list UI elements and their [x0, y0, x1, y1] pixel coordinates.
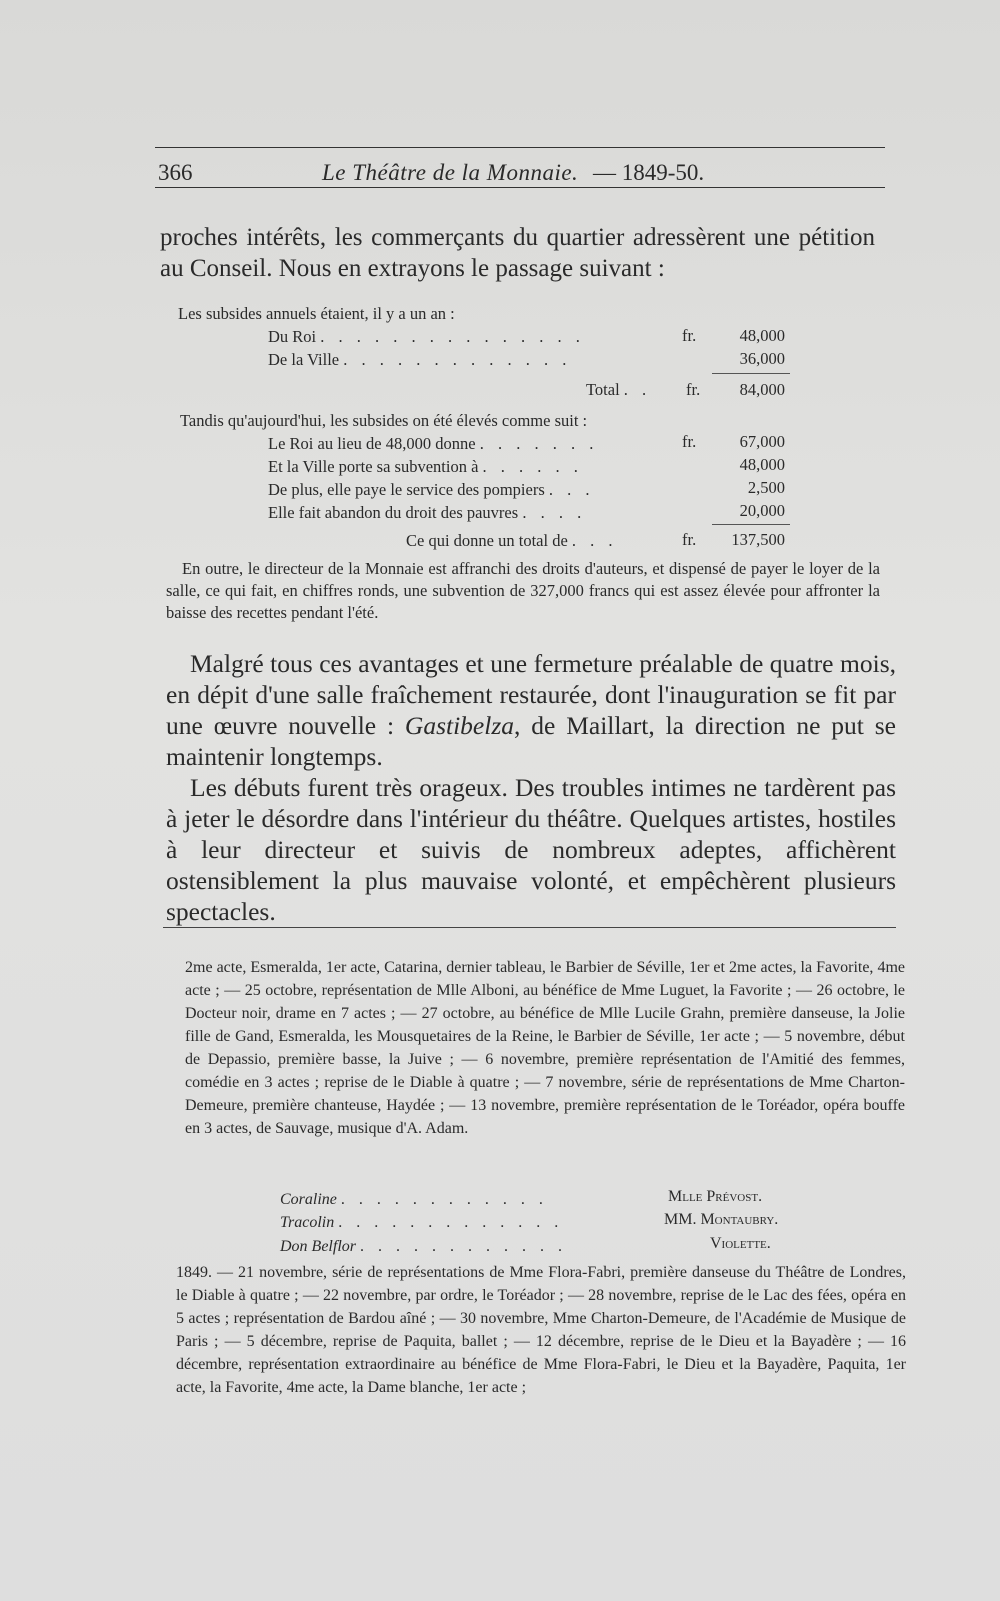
cast-role: Tracolin [280, 1214, 335, 1231]
intro-paragraph [160, 222, 875, 284]
ledger-row [268, 457, 583, 477]
cast-dots: . . . . . . . . . . . . [360, 1238, 567, 1255]
cast-actor: Mlle Prévost. [668, 1188, 763, 1205]
running-title: Le Théâtre de la Monnaie. [322, 160, 579, 185]
cast-actor: MM. Montaubry. [664, 1211, 779, 1228]
ledger-row-roi [268, 327, 585, 347]
ledger-label: De plus, elle paye le service des pompiers [268, 480, 545, 499]
body-text-run: , de Maillart, la direction ne put se maintenir longtemps. [166, 711, 896, 771]
cast-row [280, 1191, 548, 1209]
body-text [166, 648, 896, 927]
ledger-amount: 67,000 [739, 432, 785, 451]
cast-role: Don Belflor [280, 1238, 356, 1255]
ledger-amount: 2,500 [747, 478, 785, 497]
ledger-dots: . . . . . . . [479, 434, 599, 453]
grand-total-label: Ce qui donne un total de [406, 531, 568, 550]
subtotal-rule [712, 373, 790, 374]
quote-closing: En outre, le directeur de la Monnaie est affranchi des droits d'auteurs, et dispensé de payer le loyer de la salle, ce qui fait, en chiffres ronds, une subvention de 327,000 francs qui est assez élevée pour affronter la baisse des recettes pendant l'été. [166, 559, 880, 622]
body-paragraph-2: Les débuts furent très orageux. Des troubles intimes ne tardèrent pas à jeter le désordre dans l'intérieur du théâtre. Quelques artistes, hostiles à leur directeur et suivis de nombreux adeptes, affichèrent ostensiblement la plus mauvaise volonté, et empêchèrent plusieurs spectacles. [166, 773, 896, 926]
footnote-paragraph-2: 1849. — 21 novembre, série de représentations de Mme Flora-Fabri, première danseuse du Théâtre de Londres, le Diable à quatre ; — 22 novembre, par ordre, le Toréador ; — 28 novembre, reprise de le Lac des fées, opéra en 5 actes ; représentation de Bardou aîné ; — 30 novembre, Mme Charton-Demeure, de l'Académie de Musique de Paris ; — 5 décembre, reprise de Paquita, ballet ; — 12 décembre, reprise de le Dieu et la Bayadère ; — 16 décembre, représentation extraordinaire au bénéfice de Mme Flora-Fabri, le Dieu et la Bayadère, Paquita, 1er acte, la Favorite, 4me acte, la Dame blanche, 1er acte ; [176, 1264, 906, 1396]
cast-actor: Violette. [710, 1235, 771, 1252]
page-number: 366 [158, 160, 193, 185]
ledger-dots: . . . . . . . . . . . . . [343, 350, 572, 369]
grand-total-amount: 137,500 [731, 530, 785, 549]
ledger-row [268, 434, 598, 454]
grand-total-row [406, 531, 618, 551]
ledger-dots: . . . . [522, 503, 587, 522]
footnote-block [185, 956, 905, 1140]
grand-total-currency: fr. [682, 530, 697, 549]
running-year: — 1849-50. [593, 160, 705, 185]
ledger-dots: . . . . . . [482, 457, 583, 476]
footnote-block-2 [176, 1261, 906, 1399]
ledger-label: Elle fait abandon du droit des pauvres [268, 503, 519, 522]
intro-text: proches intérêts, les commerçants du quartier adressèrent une pétition au Conseil. Nous en extrayons le passage suivant : [160, 224, 875, 282]
ledger-label: Du Roi [268, 327, 317, 346]
ledger-amount: 36,000 [739, 349, 785, 368]
ledger-label: Et la Ville porte sa subvention à [268, 457, 479, 476]
quote-line-1: Les subsides annuels étaient, il y a un an : [178, 304, 455, 323]
total-row [586, 380, 651, 400]
quote-line-2: Tandis qu'aujourd'hui, les subsides on été élevés comme suit : [180, 411, 588, 430]
cast-row [280, 1238, 567, 1256]
footnote-paragraph-1: 2me acte, Esmeralda, 1er acte, Catarina, dernier tableau, le Barbier de Séville, 1er et 2me actes, la Favorite, 4me acte ; — 25 octobre, représentation de Mlle Alboni, au bénéfice de Mme Luguet, la Favorite ; — 26 octobre, le Docteur noir, drame en 7 actes ; — 27 octobre, au bénéfice de Mlle Lucile Grahn, première danseuse, la Jolie fille de Gand, Esmeralda, les Mousquetaires de la Reine, le Barbier de Séville, 1er acte ; — 5 novembre, début de Depassio, première basse, la Juive ; — 6 novembre, première représentation de l'Amitié des femmes, comédie en 3 actes ; reprise de le Diable à quatre ; — 7 novembre, série de représentations de Mme Charton-Demeure, première chanteuse, Haydée ; — 13 novembre, première représentation de le Toréador, opéra bouffe en 3 actes, de Sauvage, musique d'A. Adam. [185, 959, 905, 1137]
header-top-rule [155, 147, 885, 148]
total-amount: 84,000 [739, 380, 785, 399]
ledger-row [268, 480, 595, 500]
ledger-amount: 20,000 [739, 501, 785, 520]
body-paragraph-1 [166, 648, 896, 772]
ledger-row [268, 503, 586, 523]
body-text-run: Malgré tous ces avantages et une fermeture préalable de quatre mois, en dépit d'une salle fraîchement restaurée, dont l'inauguration se fit par une œuvre nouvelle : [166, 649, 896, 740]
header-bottom-rule [155, 187, 885, 188]
ledger-row-ville [268, 350, 571, 370]
footnote-separator [163, 927, 896, 928]
ledger-label: Le Roi au lieu de 48,000 donne [268, 434, 476, 453]
ledger-currency: fr. [682, 326, 697, 345]
total-label: Total [586, 380, 620, 399]
total-dots: . . [623, 380, 652, 399]
cast-dots: . . . . . . . . . . . . . [338, 1214, 564, 1231]
cast-dots: . . . . . . . . . . . . [340, 1191, 548, 1208]
ledger-currency: fr. [682, 432, 697, 451]
grand-total-dots: . . . [571, 531, 618, 550]
ledger-dots: . . . . . . . . . . . . . . . [320, 327, 585, 346]
opera-title: Gastibelza [404, 711, 515, 740]
ledger-amount: 48,000 [739, 326, 785, 345]
cast-row [280, 1214, 563, 1232]
cast-role: Coraline [280, 1191, 337, 1208]
ledger-label: De la Ville [268, 350, 340, 369]
total-currency: fr. [686, 380, 701, 399]
ledger-amount: 48,000 [739, 455, 785, 474]
ledger-dots: . . . [548, 480, 595, 499]
grand-total-rule [712, 524, 790, 525]
